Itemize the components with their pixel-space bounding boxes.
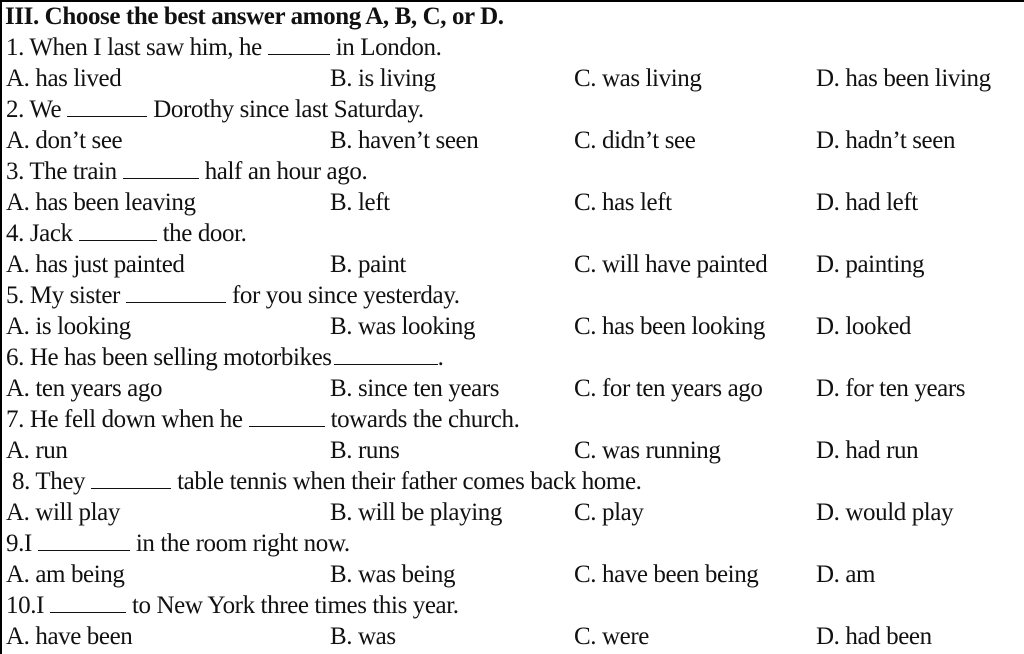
question-text-after: in the room right now. [135, 530, 350, 557]
answer-blank [67, 95, 147, 117]
option-d: D. am [816, 561, 876, 588]
option-a: A. has just painted [6, 251, 185, 278]
option-c: C. has left [574, 189, 672, 216]
option-c: C. didn’t see [574, 127, 696, 154]
question-7 [6, 404, 519, 435]
option-b: B. runs [330, 437, 400, 464]
option-c: C. will have painted [574, 251, 768, 278]
question-8 [12, 466, 642, 497]
question-text-before: The train [29, 158, 117, 185]
answer-blank [126, 281, 226, 303]
option-d: D. for ten years [816, 375, 966, 402]
answer-blank [249, 405, 325, 427]
option-c: C. has been looking [574, 313, 765, 340]
question-text-before: They [35, 468, 86, 495]
question-text-after: table tennis when their father comes back home. [177, 468, 642, 495]
option-d: D. had left [816, 189, 918, 216]
question-1 [6, 32, 441, 63]
option-a: A. run [6, 437, 68, 464]
left-border [0, 0, 2, 654]
answer-blank [334, 343, 438, 365]
question-number: 7. [6, 406, 24, 433]
question-text-after: Dorothy since last Saturday. [153, 96, 424, 123]
question-3 [6, 156, 367, 187]
option-b: B. since ten years [330, 375, 500, 402]
option-d: D. hadn’t seen [816, 127, 956, 154]
question-text-before: I [23, 530, 32, 557]
question-text-after: half an hour ago. [204, 158, 368, 185]
option-c: C. for ten years ago [574, 375, 763, 402]
answer-blank [268, 33, 330, 55]
option-c: C. play [574, 499, 644, 526]
question-number: 5. [6, 282, 24, 309]
question-number: 3. [6, 158, 24, 185]
question-number: 2. [6, 96, 24, 123]
option-c: C. were [574, 623, 649, 650]
option-c: C. was running [574, 437, 721, 464]
question-text-before: When I last saw him, he [29, 34, 262, 61]
exercise-title: III. Choose the best answer among A, B, C, or D. [5, 3, 504, 30]
option-b: B. left [330, 189, 390, 216]
question-text-after: for you since yesterday. [231, 282, 460, 309]
question-number: 10. [6, 592, 37, 619]
question-text-before: He fell down when he [29, 406, 243, 433]
option-a: A. ten years ago [6, 375, 163, 402]
option-d: D. looked [816, 313, 911, 340]
option-d: D. painting [816, 251, 925, 278]
question-9 [6, 528, 350, 559]
answer-blank [79, 219, 157, 241]
question-text-before: We [29, 96, 62, 123]
option-a: A. will play [6, 499, 120, 526]
question-6 [6, 342, 444, 373]
option-b: B. is living [330, 65, 436, 92]
option-a: A. is looking [6, 313, 131, 340]
option-b: B. was being [330, 561, 456, 588]
question-number: 6. [6, 344, 24, 371]
option-c: C. have been being [574, 561, 759, 588]
question-text-after: towards the church. [330, 406, 520, 433]
option-b: B. paint [330, 251, 406, 278]
question-text-after: to New York three times this year. [132, 592, 459, 619]
option-b: B. haven’t seen [330, 127, 479, 154]
answer-blank [123, 157, 199, 179]
question-text-before: My sister [29, 282, 120, 309]
question-text-after: in London. [335, 34, 442, 61]
option-c: C. was living [574, 65, 702, 92]
answer-blank [50, 591, 126, 613]
question-text-before: Jack [29, 220, 73, 247]
question-5 [6, 280, 460, 311]
question-number: 4. [6, 220, 24, 247]
option-d: D. had been [816, 623, 932, 650]
option-b: B. was looking [330, 313, 476, 340]
option-a: A. has been leaving [6, 189, 196, 216]
question-number: 8. [12, 468, 30, 495]
option-a: A. don’t see [6, 127, 123, 154]
option-d: D. had run [816, 437, 919, 464]
question-text-after: . [437, 344, 444, 371]
question-2 [6, 94, 424, 125]
question-4 [6, 218, 247, 249]
option-d: D. has been living [816, 65, 991, 92]
option-a: A. am being [6, 561, 125, 588]
option-d: D. would play [816, 499, 954, 526]
answer-blank [38, 529, 130, 551]
question-text-after: the door. [162, 220, 247, 247]
question-text-before: I [36, 592, 44, 619]
answer-blank [91, 467, 171, 489]
question-number: 9. [6, 530, 24, 557]
option-a: A. have been [6, 623, 133, 650]
question-number: 1. [6, 34, 24, 61]
option-b: B. was [330, 623, 396, 650]
question-text-before: He has been selling motorbikes [29, 344, 332, 371]
question-10 [6, 590, 459, 621]
option-b: B. will be playing [330, 499, 502, 526]
option-a: A. has lived [6, 65, 122, 92]
